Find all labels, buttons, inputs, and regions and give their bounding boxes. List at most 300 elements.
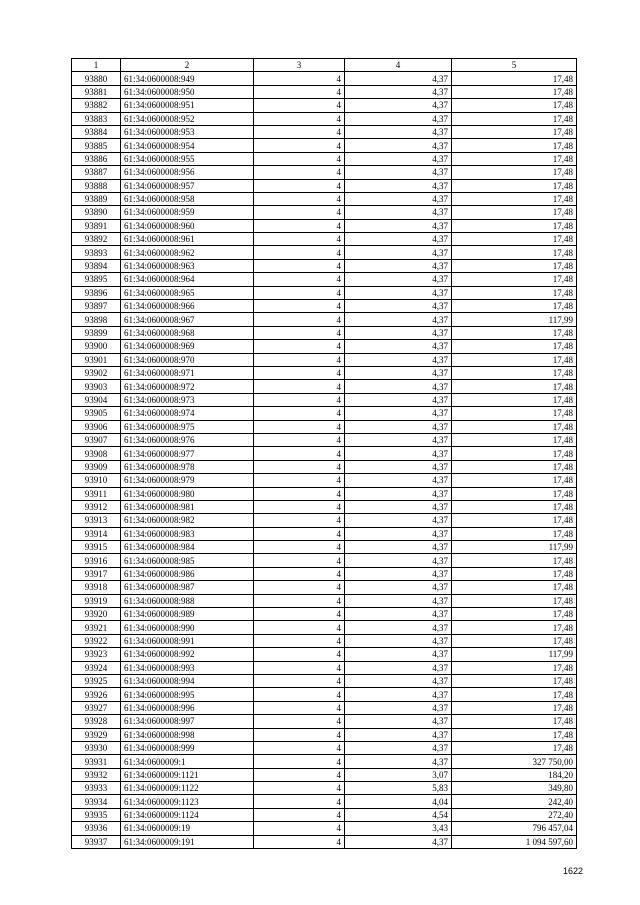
col3-cell: 4 [254, 822, 345, 835]
cadastral-number-cell: 61:34:0600008:978 [121, 460, 254, 473]
col3-cell: 4 [254, 433, 345, 446]
col5-cell: 17,48 [452, 688, 577, 701]
col5-cell: 17,48 [452, 99, 577, 112]
cadastral-number-cell: 61:34:0600008:950 [121, 85, 254, 98]
col3-cell: 4 [254, 527, 345, 540]
col4-cell: 4,37 [345, 273, 452, 286]
col4-cell: 4,37 [345, 433, 452, 446]
row-number-cell: 93884 [72, 125, 121, 138]
col3-cell: 4 [254, 674, 345, 687]
table-row [72, 782, 577, 795]
row-number-cell: 93933 [72, 782, 121, 795]
col5-cell: 17,48 [452, 72, 577, 85]
col4-cell: 4,37 [345, 233, 452, 246]
table-row [72, 353, 577, 366]
cadastral-number-cell: 61:34:0600008:973 [121, 393, 254, 406]
page-number: 1622 [562, 866, 583, 876]
row-number-cell: 93885 [72, 139, 121, 152]
row-number-cell: 93889 [72, 192, 121, 205]
data-table [71, 58, 577, 849]
col3-cell: 4 [254, 393, 345, 406]
row-number-cell: 93899 [72, 326, 121, 339]
col3-cell: 4 [254, 500, 345, 513]
table-row [72, 768, 577, 781]
row-number-cell: 93924 [72, 661, 121, 674]
col5-cell: 17,48 [452, 634, 577, 647]
col4-cell: 4,37 [345, 112, 452, 125]
col3-cell: 4 [254, 286, 345, 299]
cadastral-number-cell: 61:34:0600008:975 [121, 420, 254, 433]
cadastral-number-cell: 61:34:0600008:969 [121, 340, 254, 353]
cadastral-number-cell: 61:34:0600008:983 [121, 527, 254, 540]
col5-cell: 17,48 [452, 420, 577, 433]
col3-cell: 4 [254, 621, 345, 634]
col3-cell: 4 [254, 835, 345, 848]
cadastral-number-cell: 61:34:0600008:962 [121, 246, 254, 259]
col4-cell: 4,37 [345, 541, 452, 554]
col4-cell: 4,37 [345, 741, 452, 754]
col5-cell: 17,48 [452, 715, 577, 728]
row-number-cell: 93904 [72, 393, 121, 406]
row-number-cell: 93896 [72, 286, 121, 299]
table-row [72, 541, 577, 554]
table-row [72, 313, 577, 326]
table-row [72, 125, 577, 138]
table-row [72, 246, 577, 259]
col3-cell: 4 [254, 420, 345, 433]
table-row [72, 219, 577, 232]
col3-cell: 4 [254, 125, 345, 138]
col3-cell: 4 [254, 112, 345, 125]
col3-cell: 4 [254, 514, 345, 527]
col3-cell: 4 [254, 139, 345, 152]
col5-cell: 17,48 [452, 514, 577, 527]
cadastral-number-cell: 61:34:0600009:1124 [121, 808, 254, 821]
table-row [72, 808, 577, 821]
table-row [72, 514, 577, 527]
col3-cell: 4 [254, 313, 345, 326]
table-row [72, 594, 577, 607]
cadastral-number-cell: 61:34:0600009:191 [121, 835, 254, 848]
row-number-cell: 93890 [72, 206, 121, 219]
col4-cell: 4,37 [345, 661, 452, 674]
table-row [72, 366, 577, 379]
col4-cell: 4,37 [345, 125, 452, 138]
row-number-cell: 93935 [72, 808, 121, 821]
col5-cell: 17,48 [452, 286, 577, 299]
row-number-cell: 93905 [72, 407, 121, 420]
table-row [72, 487, 577, 500]
col3-cell: 4 [254, 768, 345, 781]
cadastral-number-cell: 61:34:0600008:961 [121, 233, 254, 246]
cadastral-number-cell: 61:34:0600008:958 [121, 192, 254, 205]
col4-cell: 4,37 [345, 594, 452, 607]
col5-cell: 349,80 [452, 782, 577, 795]
col3-cell: 4 [254, 715, 345, 728]
cadastral-number-cell: 61:34:0600009:1121 [121, 768, 254, 781]
col4-cell: 4,37 [345, 474, 452, 487]
col4-cell: 3,07 [345, 768, 452, 781]
cadastral-number-cell: 61:34:0600008:960 [121, 219, 254, 232]
table-row [72, 567, 577, 580]
col5-cell: 17,48 [452, 500, 577, 513]
col5-cell: 17,48 [452, 192, 577, 205]
col4-cell: 4,37 [345, 139, 452, 152]
cadastral-number-cell: 61:34:0600008:951 [121, 99, 254, 112]
col5-cell: 17,48 [452, 581, 577, 594]
row-number-cell: 93915 [72, 541, 121, 554]
table-row [72, 300, 577, 313]
table-row [72, 259, 577, 272]
cadastral-number-cell: 61:34:0600008:992 [121, 648, 254, 661]
col3-cell: 4 [254, 741, 345, 754]
row-number-cell: 93925 [72, 674, 121, 687]
cadastral-number-cell: 61:34:0600008:994 [121, 674, 254, 687]
col3-cell: 4 [254, 166, 345, 179]
col5-cell: 17,48 [452, 728, 577, 741]
row-number-cell: 93923 [72, 648, 121, 661]
column-header-4: 4 [345, 59, 452, 72]
row-number-cell: 93932 [72, 768, 121, 781]
col5-cell: 17,48 [452, 487, 577, 500]
row-number-cell: 93911 [72, 487, 121, 500]
col5-cell: 272,40 [452, 808, 577, 821]
col3-cell: 4 [254, 701, 345, 714]
column-header-2: 2 [121, 59, 254, 72]
col3-cell: 4 [254, 72, 345, 85]
table-row [72, 741, 577, 754]
col5-cell: 17,48 [452, 166, 577, 179]
col3-cell: 4 [254, 366, 345, 379]
col4-cell: 3,43 [345, 822, 452, 835]
col4-cell: 4,37 [345, 166, 452, 179]
col3-cell: 4 [254, 246, 345, 259]
col3-cell: 4 [254, 273, 345, 286]
row-number-cell: 93907 [72, 433, 121, 446]
cadastral-number-cell: 61:34:0600008:974 [121, 407, 254, 420]
table-row [72, 380, 577, 393]
col3-cell: 4 [254, 326, 345, 339]
col5-cell: 17,48 [452, 366, 577, 379]
row-number-cell: 93921 [72, 621, 121, 634]
row-number-cell: 93927 [72, 701, 121, 714]
row-number-cell: 93912 [72, 500, 121, 513]
row-number-cell: 93919 [72, 594, 121, 607]
row-number-cell: 93917 [72, 567, 121, 580]
col3-cell: 4 [254, 300, 345, 313]
row-number-cell: 93901 [72, 353, 121, 366]
table-row [72, 192, 577, 205]
col4-cell: 4,37 [345, 246, 452, 259]
col3-cell: 4 [254, 634, 345, 647]
col5-cell: 796 457,04 [452, 822, 577, 835]
col3-cell: 4 [254, 688, 345, 701]
cadastral-number-cell: 61:34:0600008:957 [121, 179, 254, 192]
col3-cell: 4 [254, 487, 345, 500]
col3-cell: 4 [254, 648, 345, 661]
table-row [72, 500, 577, 513]
column-header-1: 1 [72, 59, 121, 72]
cadastral-number-cell: 61:34:0600008:966 [121, 300, 254, 313]
col4-cell: 4,37 [345, 393, 452, 406]
row-number-cell: 93902 [72, 366, 121, 379]
table-row [72, 621, 577, 634]
col3-cell: 4 [254, 85, 345, 98]
table-row [72, 139, 577, 152]
cadastral-number-cell: 61:34:0600008:970 [121, 353, 254, 366]
row-number-cell: 93922 [72, 634, 121, 647]
cadastral-number-cell: 61:34:0600008:989 [121, 608, 254, 621]
table-row [72, 340, 577, 353]
col3-cell: 4 [254, 192, 345, 205]
cadastral-number-cell: 61:34:0600008:988 [121, 594, 254, 607]
cadastral-number-cell: 61:34:0600008:987 [121, 581, 254, 594]
table-row [72, 701, 577, 714]
row-number-cell: 93936 [72, 822, 121, 835]
table-row [72, 822, 577, 835]
col5-cell: 17,48 [452, 139, 577, 152]
col5-cell: 1 094 597,60 [452, 835, 577, 848]
col3-cell: 4 [254, 594, 345, 607]
col3-cell: 4 [254, 541, 345, 554]
col3-cell: 4 [254, 808, 345, 821]
col5-cell: 17,48 [452, 179, 577, 192]
row-number-cell: 93887 [72, 166, 121, 179]
col3-cell: 4 [254, 447, 345, 460]
col5-cell: 17,48 [452, 206, 577, 219]
cadastral-number-cell: 61:34:0600008:977 [121, 447, 254, 460]
col3-cell: 4 [254, 99, 345, 112]
col5-cell: 17,48 [452, 554, 577, 567]
col4-cell: 4,37 [345, 688, 452, 701]
col4-cell: 4,37 [345, 152, 452, 165]
col4-cell: 4,37 [345, 674, 452, 687]
col5-cell: 17,48 [452, 594, 577, 607]
row-number-cell: 93913 [72, 514, 121, 527]
cadastral-number-cell: 61:34:0600008:998 [121, 728, 254, 741]
cadastral-number-cell: 61:34:0600008:964 [121, 273, 254, 286]
table-row [72, 433, 577, 446]
col5-cell: 327 750,00 [452, 755, 577, 768]
col4-cell: 4,37 [345, 206, 452, 219]
table-row [72, 648, 577, 661]
cadastral-number-cell: 61:34:0600008:984 [121, 541, 254, 554]
column-header-5: 5 [452, 59, 577, 72]
col3-cell: 4 [254, 554, 345, 567]
table-row [72, 835, 577, 848]
col5-cell: 17,48 [452, 608, 577, 621]
col5-cell: 17,48 [452, 621, 577, 634]
col5-cell: 17,48 [452, 353, 577, 366]
table-row [72, 795, 577, 808]
col3-cell: 4 [254, 233, 345, 246]
col4-cell: 4,37 [345, 581, 452, 594]
cadastral-number-cell: 61:34:0600008:976 [121, 433, 254, 446]
cadastral-number-cell: 61:34:0600008:949 [121, 72, 254, 85]
col3-cell: 4 [254, 353, 345, 366]
col3-cell: 4 [254, 567, 345, 580]
col5-cell: 17,48 [452, 125, 577, 138]
col5-cell: 17,48 [452, 741, 577, 754]
row-number-cell: 93898 [72, 313, 121, 326]
row-number-cell: 93891 [72, 219, 121, 232]
cadastral-number-cell: 61:34:0600008:955 [121, 152, 254, 165]
table-row [72, 581, 577, 594]
cadastral-number-cell: 61:34:0600009:1 [121, 755, 254, 768]
col4-cell: 5,83 [345, 782, 452, 795]
col5-cell: 17,48 [452, 85, 577, 98]
table-row [72, 527, 577, 540]
col4-cell: 4,37 [345, 554, 452, 567]
col5-cell: 17,48 [452, 246, 577, 259]
col4-cell: 4,37 [345, 567, 452, 580]
col4-cell: 4,37 [345, 326, 452, 339]
col3-cell: 4 [254, 795, 345, 808]
col5-cell: 17,48 [452, 527, 577, 540]
cadastral-number-cell: 61:34:0600009:1123 [121, 795, 254, 808]
cadastral-number-cell: 61:34:0600008:997 [121, 715, 254, 728]
col4-cell: 4,37 [345, 179, 452, 192]
col3-cell: 4 [254, 728, 345, 741]
row-number-cell: 93930 [72, 741, 121, 754]
col4-cell: 4,37 [345, 755, 452, 768]
cadastral-number-cell: 61:34:0600008:991 [121, 634, 254, 647]
cadastral-number-cell: 61:34:0600009:19 [121, 822, 254, 835]
row-number-cell: 93903 [72, 380, 121, 393]
col5-cell: 17,48 [452, 380, 577, 393]
col4-cell: 4,37 [345, 420, 452, 433]
cadastral-number-cell: 61:34:0600008:985 [121, 554, 254, 567]
col3-cell: 4 [254, 259, 345, 272]
row-number-cell: 93900 [72, 340, 121, 353]
cadastral-number-cell: 61:34:0600008:982 [121, 514, 254, 527]
table-row [72, 407, 577, 420]
table-row [72, 393, 577, 406]
col4-cell: 4,37 [345, 634, 452, 647]
cadastral-number-cell: 61:34:0600008:952 [121, 112, 254, 125]
table-row [72, 273, 577, 286]
col5-cell: 17,48 [452, 259, 577, 272]
col4-cell: 4,37 [345, 701, 452, 714]
row-number-cell: 93934 [72, 795, 121, 808]
row-number-cell: 93882 [72, 99, 121, 112]
col3-cell: 4 [254, 219, 345, 232]
col4-cell: 4,37 [345, 608, 452, 621]
col5-cell: 17,48 [452, 340, 577, 353]
table-row [72, 326, 577, 339]
col5-cell: 17,48 [452, 567, 577, 580]
col4-cell: 4,37 [345, 487, 452, 500]
col4-cell: 4,37 [345, 500, 452, 513]
col4-cell: 4,37 [345, 99, 452, 112]
row-number-cell: 93881 [72, 85, 121, 98]
row-number-cell: 93920 [72, 608, 121, 621]
table-row [72, 674, 577, 687]
table-row [72, 554, 577, 567]
table-row [72, 72, 577, 85]
row-number-cell: 93909 [72, 460, 121, 473]
col4-cell: 4,37 [345, 460, 452, 473]
col4-cell: 4,37 [345, 380, 452, 393]
row-number-cell: 93908 [72, 447, 121, 460]
col5-cell: 242,40 [452, 795, 577, 808]
col4-cell: 4,37 [345, 300, 452, 313]
cadastral-number-cell: 61:34:0600008:990 [121, 621, 254, 634]
row-number-cell: 93918 [72, 581, 121, 594]
col5-cell: 17,48 [452, 674, 577, 687]
cadastral-number-cell: 61:34:0600008:953 [121, 125, 254, 138]
col4-cell: 4,37 [345, 715, 452, 728]
cadastral-number-cell: 61:34:0600008:963 [121, 259, 254, 272]
table-row [72, 179, 577, 192]
cadastral-number-cell: 61:34:0600008:971 [121, 366, 254, 379]
col5-cell: 17,48 [452, 233, 577, 246]
row-number-cell: 93926 [72, 688, 121, 701]
col4-cell: 4,37 [345, 366, 452, 379]
cadastral-number-cell: 61:34:0600008:968 [121, 326, 254, 339]
table-row [72, 661, 577, 674]
table-body [72, 72, 577, 849]
cadastral-number-cell: 61:34:0600008:965 [121, 286, 254, 299]
col5-cell: 17,48 [452, 661, 577, 674]
col5-cell: 184,20 [452, 768, 577, 781]
col4-cell: 4,37 [345, 447, 452, 460]
col4-cell: 4,37 [345, 286, 452, 299]
col5-cell: 17,48 [452, 407, 577, 420]
table-row [72, 99, 577, 112]
col3-cell: 4 [254, 152, 345, 165]
col5-cell: 17,48 [452, 219, 577, 232]
table-row [72, 728, 577, 741]
row-number-cell: 93931 [72, 755, 121, 768]
cadastral-number-cell: 61:34:0600008:979 [121, 474, 254, 487]
cadastral-number-cell: 61:34:0600008:993 [121, 661, 254, 674]
header-row [72, 59, 577, 72]
cadastral-number-cell: 61:34:0600008:954 [121, 139, 254, 152]
row-number-cell: 93929 [72, 728, 121, 741]
col4-cell: 4,37 [345, 72, 452, 85]
col5-cell: 17,48 [452, 112, 577, 125]
row-number-cell: 93914 [72, 527, 121, 540]
col5-cell: 117,99 [452, 313, 577, 326]
col3-cell: 4 [254, 608, 345, 621]
row-number-cell: 93893 [72, 246, 121, 259]
cadastral-number-cell: 61:34:0600008:986 [121, 567, 254, 580]
col5-cell: 117,99 [452, 648, 577, 661]
cadastral-number-cell: 61:34:0600008:972 [121, 380, 254, 393]
col5-cell: 17,48 [452, 447, 577, 460]
table-row [72, 715, 577, 728]
row-number-cell: 93897 [72, 300, 121, 313]
table-row [72, 447, 577, 460]
col4-cell: 4,37 [345, 527, 452, 540]
row-number-cell: 93888 [72, 179, 121, 192]
col4-cell: 4,54 [345, 808, 452, 821]
row-number-cell: 93892 [72, 233, 121, 246]
table-row [72, 460, 577, 473]
col3-cell: 4 [254, 755, 345, 768]
row-number-cell: 93880 [72, 72, 121, 85]
col5-cell: 17,48 [452, 393, 577, 406]
col4-cell: 4,04 [345, 795, 452, 808]
col5-cell: 17,48 [452, 474, 577, 487]
table-row [72, 286, 577, 299]
col4-cell: 4,37 [345, 259, 452, 272]
row-number-cell: 93937 [72, 835, 121, 848]
col5-cell: 17,48 [452, 326, 577, 339]
table-row [72, 233, 577, 246]
cadastral-number-cell: 61:34:0600008:999 [121, 741, 254, 754]
